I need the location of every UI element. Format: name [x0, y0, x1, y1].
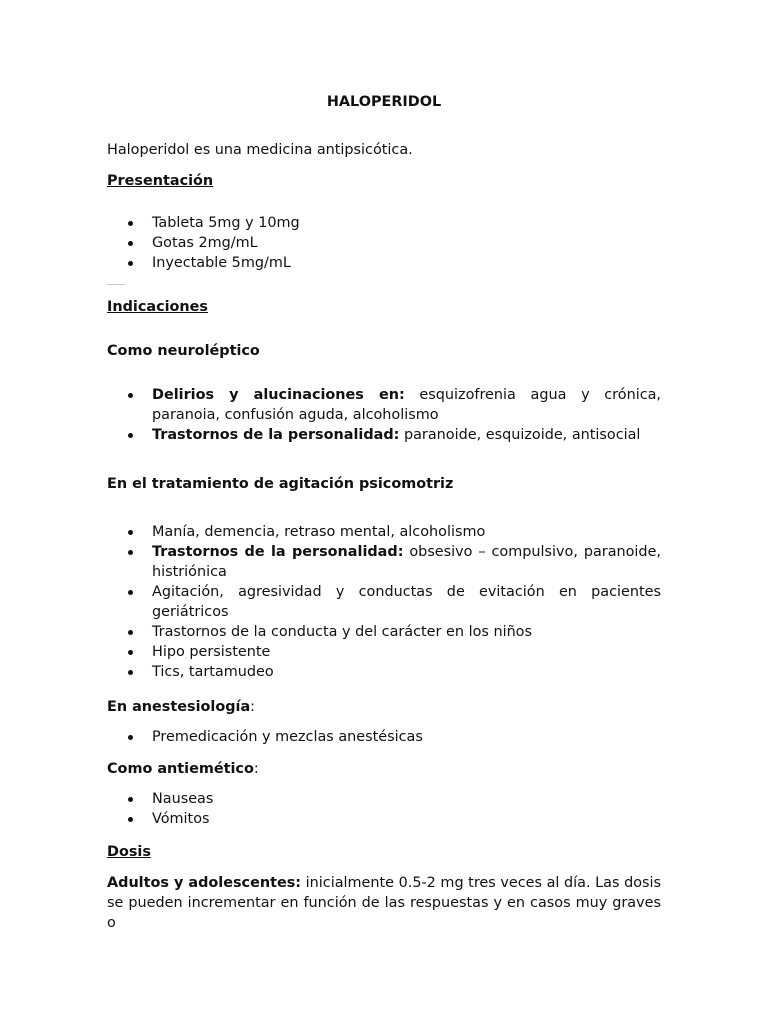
antiemetico-list: [107, 789, 661, 829]
list-item: Gotas 2mg/mL: [107, 233, 661, 253]
intro-paragraph: Haloperidol es una medicina antipsicótica.: [107, 142, 413, 158]
neuroleptico-list: [107, 385, 661, 445]
list-item: Agitación, agresividad y conductas de evitación en pacientes geriátricos: [107, 582, 661, 622]
list-item: Inyectable 5mg/mL: [107, 253, 661, 273]
agitacion-list: [107, 522, 661, 682]
list-item: Tics, tartamudeo: [107, 662, 661, 682]
dosis-paragraph: Adultos y adolescentes: inicialmente 0.5-2 mg tres veces al día. Las dosis se pueden incrementar en función de las respuestas y en casos muy graves o: [107, 875, 662, 931]
list-item: Premedicación y mezclas anestésicas: [107, 727, 661, 747]
separator-mark: [107, 284, 125, 285]
list-item: Trastornos de la personalidad: paranoide, esquizoide, antisocial: [107, 425, 661, 445]
indicaciones-heading: Indicaciones: [107, 299, 208, 315]
agitacion-heading: En el tratamiento de agitación psicomotriz: [107, 476, 454, 492]
list-item: Trastornos de la conducta y del carácter en los niños: [107, 622, 661, 642]
presentacion-list: [107, 213, 661, 273]
list-item: Delirios y alucinaciones en: esquizofrenia agua y crónica, paranoia, confusión aguda, alcoholismo: [107, 385, 661, 425]
neuroleptico-heading: Como neuroléptico: [107, 343, 260, 359]
anestesiologia-list: [107, 727, 661, 747]
anestesiologia-heading: En anestesiología:: [107, 699, 256, 715]
list-item: Manía, demencia, retraso mental, alcoholismo: [107, 522, 661, 542]
list-item: Nauseas: [107, 789, 661, 809]
dosis-heading: Dosis: [107, 844, 151, 860]
document-page: [107, 0, 661, 1024]
list-item: Vómitos: [107, 809, 661, 829]
list-item: Hipo persistente: [107, 642, 661, 662]
presentacion-heading: Presentación: [107, 173, 214, 189]
list-item: Tableta 5mg y 10mg: [107, 213, 661, 233]
document-title: HALOPERIDOL: [326, 94, 442, 110]
antiemetico-heading: Como antiemético:: [107, 761, 259, 777]
list-item: Trastornos de la personalidad: obsesivo – compulsivo, paranoide, histriónica: [107, 542, 661, 582]
